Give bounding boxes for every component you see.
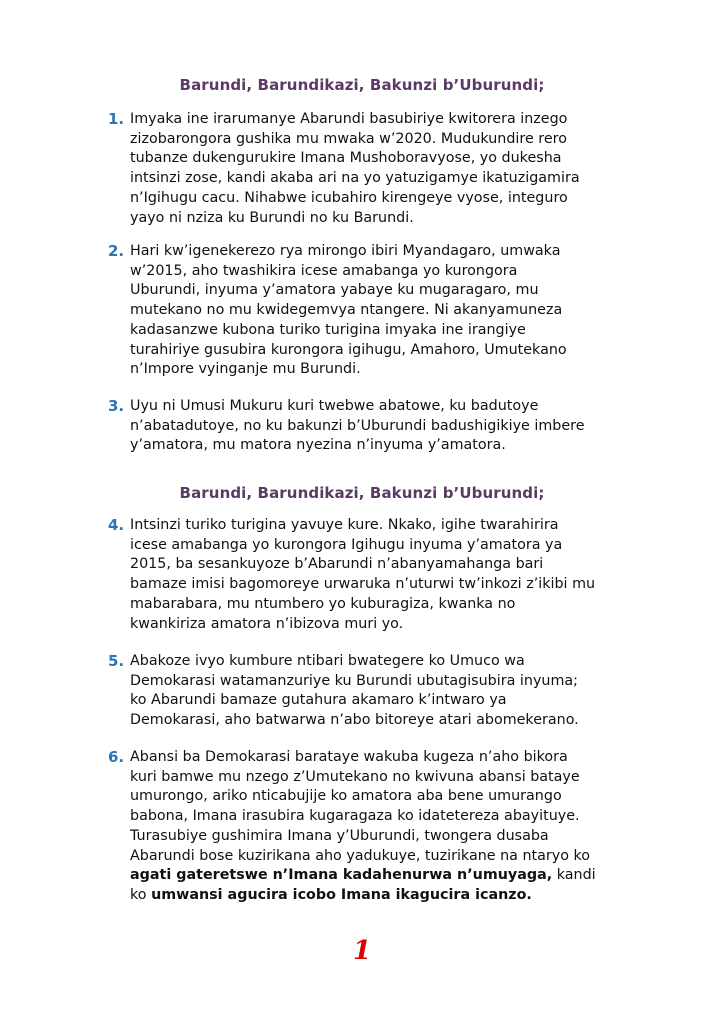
bold-phrase: agati gateretswe n’Imana kadahenurwa n’umuyaga, <box>130 867 553 884</box>
item-number: 2. <box>108 242 125 260</box>
paragraph-text-continued: kandi ko <box>130 867 596 903</box>
item-paragraph: Intsinzi turiko turigina yavuye kure. Nkako, igihe twarahirira icese amabanga yo kurongora Igihugu inyuma y’amatora ya 2015, ba sesankuyoze b’Abarundi n’abanyamahanga bari bamaze imisi bagomoreye urwaruka n’uturwi tw’inkozi z’ikibi mu mabarabara, mu ntumbero yo kuburagiza, kwanka no kwankiriza amatora n’ibizova muri yo. <box>130 517 596 632</box>
section-heading-2: Barundi, Barundikazi, Bakunzi b’Uburundi; <box>179 484 545 502</box>
item-number: 1. <box>108 110 125 128</box>
item-paragraph: Uyu ni Umusi Mukuru kuri twebwe abatowe, ku badutoye n’abatadutoye, no ku bakunzi b’Uburundi badushigikiye imbere y’amatora, mu matora nyezina n’inyuma y’amatora. <box>130 398 585 454</box>
paragraph-text: Abansi ba Demokarasi barataye wakuba kugeza n’aho bikora kuri bamwe mu nzego z’Umutekano no kwivuna abansi bataye umurongo, ariko nticabujije ko amatora aba bene umurango babona, Imana irasubira kugaragaza ko idatetereza abayituye. Turasubiye gushimira Imana y’Uburundi, twongera dusaba Abarundi bose kuzirikana aho yadukuye, tuzirikane na ntaryo ko <box>130 749 591 864</box>
list-item-5 <box>108 652 638 731</box>
section-heading-1: Barundi, Barundikazi, Bakunzi b’Uburundi; <box>179 76 545 94</box>
list-item-1 <box>108 110 638 228</box>
page-number: 1 <box>352 936 372 966</box>
item-paragraph <box>130 748 638 906</box>
item-paragraph: Abakoze ivyo kumbure ntibari bwategere ko Umuco wa Demokarasi watamanzuriye ku Burundi ubutagisubira inyuma; ko Abarundi bamaze gutahura akamaro k’intwaro ya Demokarasi, aho batwarwa n’abo bitoreye atari abomekerano. <box>130 653 579 729</box>
list-item-2 <box>108 242 638 380</box>
item-paragraph: Hari kw’igenekerezo rya mirongo ibiri Myandagaro, umwaka w’2015, aho twashikira icese amabanga yo kurongora Uburundi, inyuma y’amatora yabaye ku mugaragaro, mu mutekano no mu kwidegemvya ntangere. Ni akanyamuneza kadasanzwe kubona turiko turigina imyaka ine irangiye turahiriye gusubira kurongora igihugu, Amahoro, Umutekano n’Impore vyinganje mu Burundi. <box>130 243 567 378</box>
list-item-4 <box>108 516 638 634</box>
list-item-6 <box>108 748 638 906</box>
list-item-3 <box>108 397 638 456</box>
item-number: 6. <box>108 748 125 766</box>
item-number: 3. <box>108 397 125 415</box>
bold-phrase: umwansi agucira icobo Imana ikagucira icanzo. <box>151 886 532 903</box>
item-number: 4. <box>108 516 125 534</box>
item-number: 5. <box>108 652 125 670</box>
item-paragraph: Imyaka ine irarumanye Abarundi basubiriye kwitorera inzego zizobarongora gushika mu mwaka w’2020. Mudukundire rero tubanze dukengurukire Imana Mushoboravyose, yo dukesha intsinzi zose, kandi akaba ari na yo yatuzigamye ikatuzigamira n’Igihugu cacu. Nihabwe icubahiro kirengeye vyose, integuro yayo ni nziza ku Burundi no ku Barundi. <box>130 111 580 226</box>
